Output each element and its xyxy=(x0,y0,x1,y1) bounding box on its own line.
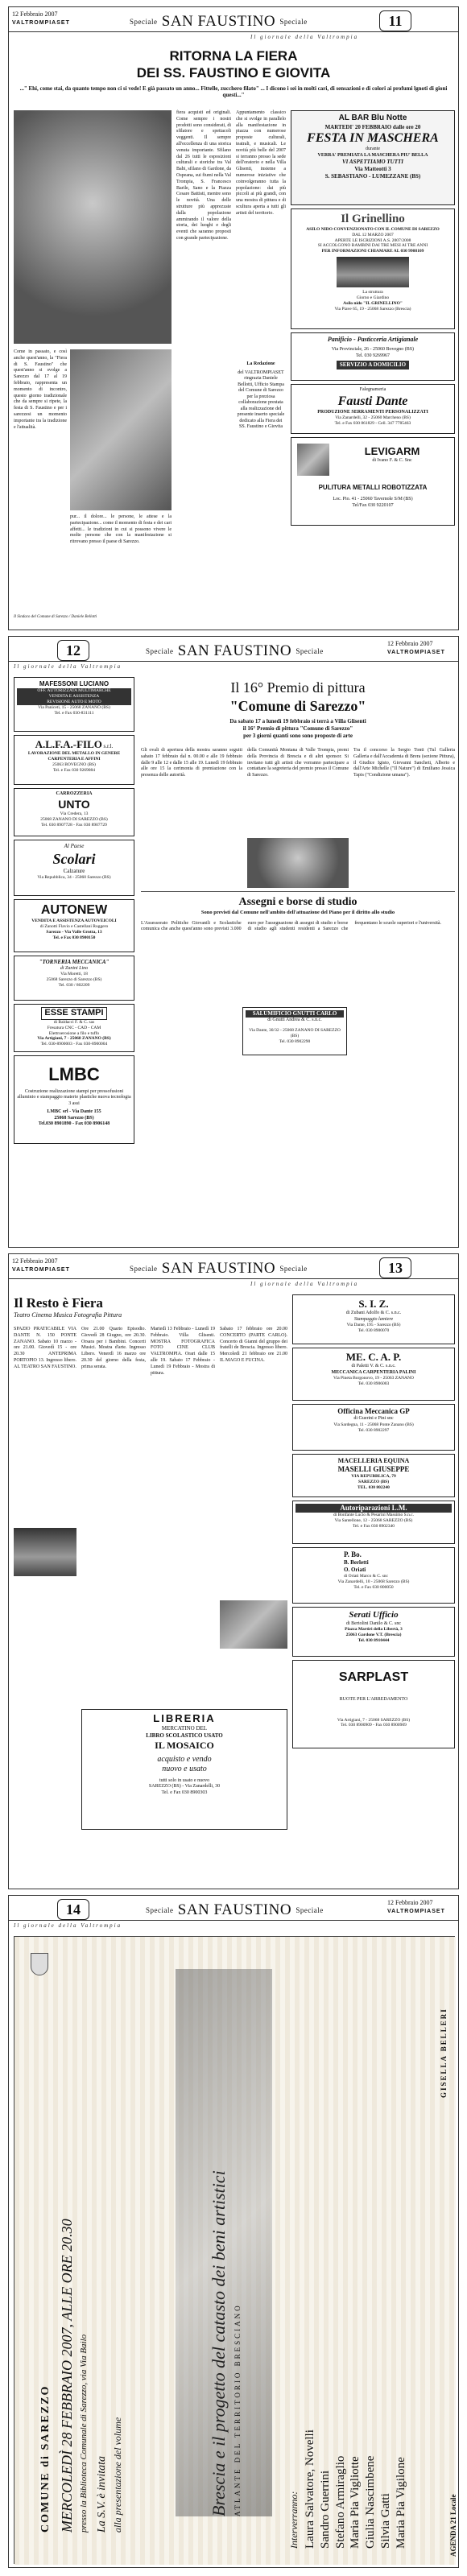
signature-rotated xyxy=(440,1937,456,2098)
ad-salumificio-l1: Via Dante, 30/32 - 25068 ZANANO DI SAREZZO (BS) xyxy=(249,1028,341,1039)
ad-alfa-l3: 25063 BOVEGNO (BS) xyxy=(52,762,96,767)
ad-libreria xyxy=(81,1709,287,1830)
ad-libreria-acq: acquisto e vendo xyxy=(157,1754,212,1764)
issue-date: 12 Febbraio 2007 xyxy=(12,1257,58,1265)
ad-scolari xyxy=(14,840,134,896)
premio-col-3: Tra il concorso la Sergio Tonti (Tul Galleria Galleria e dall'Accademia di Brera (sezione Pittura), il Giudice Igisto, Giovanni Sancheti, Alberto e dall'Arte Michelle ("Il Nature") di Emiliano Jessica Tapis ("Condizione umana"). xyxy=(353,748,455,778)
ad-unto xyxy=(14,788,134,836)
ad-alfa-srl: s.r.l. xyxy=(103,743,114,749)
ad-libreria-word: LIBRERIA xyxy=(153,1712,216,1724)
page-11 xyxy=(8,6,459,630)
ad-serati-addr: Piazza Martiri della Libertà, 3 xyxy=(345,1627,403,1633)
invitation-card xyxy=(14,1936,455,2564)
speakers-rotated xyxy=(288,1953,449,2549)
ad-unto-l3: Tel. 030 8907728 - Fax 030 8907729 xyxy=(41,822,107,828)
header-rule xyxy=(9,1920,458,1921)
ad-alfa-l2: CARPENTERIA E AFFINI xyxy=(48,757,101,762)
emblem-icon xyxy=(31,1953,48,1975)
resto-col-3: Martedì 13 Febbraio - Lunedì 19 Febbraio. Villa Glisenti. MOSTRA FOTOGRAFICA FOTO CINE CLUB VALTROMPIA. Orari dalle 15 alle 19. Sabato 17 Febbraio - Lunedì 19 Febbraio - Mostra di pittura. xyxy=(151,1327,215,1376)
premio-headline xyxy=(141,679,455,739)
ad-grinellino-photo xyxy=(337,257,409,287)
ad-grinellino-l6: La struttura xyxy=(362,290,383,295)
ad-libreria-addr: SAREZZO (BS) - Via Zanardelli, 30 xyxy=(148,1784,221,1790)
ad-fausti xyxy=(291,384,455,434)
invite-agenda: AGENDA 21 Locale xyxy=(449,2494,457,2557)
header-rule xyxy=(9,1278,458,1279)
header-rule xyxy=(9,661,458,662)
ad-torneria-l1: Via Moretti, 18 xyxy=(60,972,88,977)
speciale-label: Speciale xyxy=(146,1906,174,1915)
ad-mafessoni-l3: REVISIONE AUTO E MOTO xyxy=(17,700,131,705)
speciale-label-right: Speciale xyxy=(295,1906,324,1915)
ad-siz-name: S. I. Z. xyxy=(358,1298,389,1310)
tagline: Il giornale della Valtrompia xyxy=(14,663,122,670)
resto-col-4: Sabato 17 febbraio ore 20.00 CONCERTO (PARTE CARLO). Concerto di Gianni del gruppo dei fratelli de Brescia. Ingresso libero. Mercoledì 21 febbraio ore 21.00 IL MAGO E FUCINA. xyxy=(220,1327,287,1363)
ad-grinellino-l2: DAL 12 MARZO 2007 xyxy=(352,232,394,237)
ad-grinellino-l9: Via Piave 65, 19 - 25068 Sarezzo (Brescia) xyxy=(334,306,411,312)
ad-blunotte-via: Via Matteotti 3 xyxy=(354,166,391,172)
ad-panificio-tel: Tel. 030 9269967 xyxy=(355,353,391,358)
ad-lmbc-l1: LMBC srl - Via Dante 155 xyxy=(47,1109,101,1114)
headline-line-1: RITORNA LA FIERA xyxy=(169,48,298,64)
resto-col-2: Ore 21.00 Quarto Episodio. Giovedì 28 Giugno, ore 20.30. Orsara per i Bambini. Concerti Musici. Mostra d'arte. Ingresso Libero. Venerdì 16 marzo ore 20.30 del giorno della festa, prima serata. xyxy=(81,1327,146,1369)
invitation-title-rotated xyxy=(208,1969,272,2516)
ad-macelleria xyxy=(292,1454,455,1497)
premio-sub-1: Da sabato 17 a lunedì 19 febbraio si terrà a Villa Glisenti xyxy=(229,718,366,724)
page-12 xyxy=(8,636,459,1248)
speciale-label-right: Speciale xyxy=(295,647,324,656)
fiera-photo xyxy=(220,1600,287,1649)
ad-lmbc-l3: Tel.030 8901890 - Fax 030 8906148 xyxy=(38,1121,110,1126)
ad-torneria-l3: Tel. 030 / 802209 xyxy=(58,983,90,988)
speaker-6: Silvia Gatti xyxy=(378,2493,392,2549)
ad-alfa-l4: Tel. e Fax 030 9269084 xyxy=(52,767,95,773)
speciale-label: Speciale xyxy=(130,18,158,27)
brand-name: VALTROMPIASET xyxy=(12,1267,70,1273)
ad-grinellino-l1: ASILO NIDO CONVENZIONATO CON IL COMUNE DI SAREZZO xyxy=(306,226,440,232)
speciale-label-right: Speciale xyxy=(279,18,308,27)
invite-title: Brescia e il progetto del catasto dei beni artistici xyxy=(209,2170,229,2516)
invite-signature: GISELLA BELLERI xyxy=(440,2008,448,2098)
ad-salumificio-name: SALUMIFICIO GNUTTI CARLO xyxy=(246,1010,344,1018)
invitation-rotated xyxy=(39,1953,151,2533)
ad-esse-l4: Tel. 030-8900003 - Fax 030-8900004 xyxy=(40,1042,108,1047)
agenda-rotated xyxy=(449,2428,462,2557)
speaker-4: Maria Pia Vigliotte xyxy=(349,2456,362,2549)
ad-siz-addr: Via Dante, 195 - Sarezzo (BS) xyxy=(346,1323,401,1328)
ad-autonew-name: AUTONEW xyxy=(40,903,108,917)
ad-fausti-type: Falegnameria xyxy=(359,387,386,392)
ad-blunotte-premio: VERRA' PREMIATA LA MASCHERA PIU' BELLA xyxy=(317,152,428,158)
ad-blunotte xyxy=(291,110,455,205)
section-title-text: SAN FAUSTINO xyxy=(161,13,276,30)
ad-blunotte-invito: VI ASPETTIAMO TUTTI xyxy=(342,159,403,166)
ad-unto-l1: Via Credera, 13 xyxy=(60,811,89,816)
ad-pbo-p: P. Bo. xyxy=(344,1550,362,1558)
page-number: 11 xyxy=(379,10,411,31)
ad-autoripar-name: Autoriparazioni L.M. xyxy=(295,1504,452,1513)
premio-sub-3: per 3 giorni quanti sono sono proposte di arte xyxy=(243,732,353,739)
assegni-section xyxy=(141,891,455,1004)
speaker-7: Maria Pia Vigilone xyxy=(394,2457,407,2549)
speaker-5: Giulia Nascimbene xyxy=(364,2455,377,2549)
ad-lmbc xyxy=(14,1055,134,1144)
ad-grinellino-logo: Il Grinellino xyxy=(341,213,405,225)
invite-left: La S.V. è invitata xyxy=(95,2455,108,2533)
ad-libreria-nuovo: nuovo e usato xyxy=(162,1765,207,1774)
ad-grinellino-l3: APERTE LE ISCRIZIONI A.S. 2007/2008 xyxy=(334,237,411,243)
premio-col-2: della Comunità Montana di Valle Trompia, premi della Provincia di Brescia e di altri sponsor. Si invitano tutti gli artisti che vorranno partecipare a contattare la segreteria del premio presso il Comune di Sarezzo. xyxy=(247,748,349,778)
ad-blunotte-festa: FESTA IN MASCHERA xyxy=(307,131,439,146)
ad-serati xyxy=(292,1607,455,1657)
assegni-sub: Sono previsti dal Comune nell'ambito dell'attuazione del Piano per il diritto allo studio xyxy=(200,909,395,915)
brand-name: VALTROMPIASET xyxy=(387,1909,445,1914)
ad-sarplast xyxy=(292,1660,455,1748)
speaker-3: Stefano Armiraglio xyxy=(333,2455,347,2549)
speciale-label-right: Speciale xyxy=(279,1265,308,1274)
ad-panificio-service: SERVIZIO A DOMICILIO xyxy=(337,361,409,369)
ad-sarplast-name: SARPLAST xyxy=(338,1670,409,1684)
ad-macelleria-tel: TEL. 030 802240 xyxy=(357,1485,390,1490)
section-title xyxy=(130,1259,308,1278)
ad-esse-name: ESSE STAMPI xyxy=(41,1007,106,1020)
ad-macelleria-addr: VIA REPUBBLICA, 79 xyxy=(351,1474,396,1480)
ad-scolari-pre: Al Paese xyxy=(64,843,85,849)
ad-autonew xyxy=(14,899,134,952)
section-title-text: SAN FAUSTINO xyxy=(177,1901,292,1918)
assegni-title: Assegni e borse di studio xyxy=(238,896,357,908)
ad-mafessoni-name: MAFESSONI LUCIANO xyxy=(39,680,110,687)
ad-grinellino-l5: PER INFORMAZIONI CHIAMARE AL 030 9908109 xyxy=(321,249,424,254)
ad-torneria-name: "TORNERIA MECCANICA" xyxy=(39,959,110,965)
ad-blunotte-date: MARTEDI' 20 FEBBRAIO dalle ore 20 xyxy=(324,123,421,130)
ad-unto-type: CARROZZERIA xyxy=(56,791,93,796)
ad-fausti-name: Fausti Dante xyxy=(337,394,408,408)
page-14 xyxy=(8,1895,459,2568)
ad-panificio-addr: Via Provinciale, 26 - 25060 Bovegno (BS) xyxy=(331,347,415,352)
invite-where: presso la Biblioteca Comunale di Sarezzo, via Via Bailo xyxy=(79,2334,89,2533)
subheadline: ..." Ehi, come stai, da quanto tempo non ci si vede! E già passato un anno... Fittelle, zucchero filato" ... I dicono i sei in molti cari, di sensazioni e di colori ai profumi lgnoti di gioni questi..." xyxy=(19,85,448,99)
ad-scolari-name: Scolari xyxy=(52,850,96,867)
ad-levigarm-tel: Tel/Fax 030 9220107 xyxy=(352,502,394,508)
issue-date: 12 Febbraio 2007 xyxy=(12,10,58,18)
ad-autoripar-sub: di Bonfante Lucio & Pesarini Massimo S.n.c. xyxy=(333,1513,415,1518)
ad-officina-tel: Tel. 030 8902297 xyxy=(357,1427,390,1433)
theatre-photo xyxy=(14,1528,76,1576)
mayor-photo xyxy=(70,349,172,510)
ad-serati-tel: Tel. 030 8910444 xyxy=(357,1638,390,1643)
ad-officina-addr: Via Sardegna, 11 - 25068 Ponte Zanano (BS) xyxy=(333,1422,414,1427)
ad-esse-stampi xyxy=(14,1004,134,1052)
article-col-1: Come in passato, e così anche quest'anno, la "Fiera di S. Faustino" che quest'anno si svolge a Sarezzo dal 17 al 19 febbraio, rappresenta un momento di incontro, questo giorno tradizionale che da sempre si ripete, la festa di S. Faustino e per i sarezzesi un momento importante tra la tradizione e l'attualità. xyxy=(14,349,67,430)
interverranno-label: Interverranno: xyxy=(288,2491,300,2549)
ad-libreria-merc: MERCATINO DEL xyxy=(161,1725,208,1732)
ad-levigarm-logo xyxy=(297,444,329,476)
ad-serati-sub: di Bertolini Danilo & C. snc xyxy=(346,1620,401,1626)
ad-levigarm-sub: di Ivano F. & C. Snc xyxy=(372,458,412,464)
ad-grinellino-l7: Giorno e Giardino xyxy=(356,295,390,300)
ad-officina xyxy=(292,1404,455,1451)
ad-pbo-o: O. Oriati xyxy=(344,1567,366,1573)
ad-grinellino xyxy=(291,208,455,329)
ad-esse-sub: di Baldacci F. & C. sas xyxy=(53,1019,95,1025)
ad-serati-city: 25063 Gardone V.T. (Brescia) xyxy=(345,1633,402,1638)
premio-headline-2: "Comune di Sarezzo" xyxy=(229,697,366,714)
invite-comune: COMUNE di SAREZZO xyxy=(39,2384,52,2533)
ad-blunotte-name: AL BAR Blu Notte xyxy=(338,114,407,122)
assegni-text: L'Assessorato Politiche Giovanili e Scolastiche comunica che anche quest'anno sono previsti 3.000 euro per l'assegnazione di assegni di studio e borse di studio agli studenti residenti a Sarezzo che frequentano le scuole superiori e l'università. xyxy=(141,920,442,932)
ad-fausti-desc: PRODUZIONE SERRAMENTI PERSONALIZZATI xyxy=(317,409,428,415)
page-number: 13 xyxy=(379,1257,411,1278)
ad-officina-name: Officina Meccanica GP xyxy=(337,1407,410,1415)
resto-sub: Teatro Cinema Musica Fotografia Pittura xyxy=(14,1311,122,1319)
ad-mafessoni-l1: OFF. AUTORIZZATA MULTIMARCHE xyxy=(17,688,131,694)
ad-autonew-l1: VENDITA E ASSISTENZA AUTOVEICOLI xyxy=(31,919,117,923)
article-col-3: fiera acquisti ed originali. Come sempre i nostri prodotti sono considerati, di sfilatore e spettacoli veggenti. Il sempre all'eccellenza di una storica venuta importante. Sfilano dal 26 tutti le esposizioni culturali e storiche tra Val Babi, sfilano di Gardone, da Ospeana, sui fiumi nella Val Trompia, S. Francesco Barile, Sano e la Piazza Cesare Battisti, mentre sono le novità. Una delle strutture più apprezzate dalla popolazione ammirando il valore della storia, dei luoghi e degli eventi che saranno proposti con grande partecipazione. xyxy=(176,110,231,241)
ad-macelleria-name: MASELLI GIUSEPPE xyxy=(337,1465,410,1473)
ad-pbo-addr: Via Zanardelli, 10 - 25068 Sarezzo (BS) xyxy=(337,1579,410,1584)
ad-panificio-name: Panificio - Pasticceria Artigianale xyxy=(327,336,419,343)
section-title xyxy=(130,12,308,31)
ad-levigarm-name: LEVIGARM xyxy=(364,445,420,457)
painting-image xyxy=(247,838,349,888)
ad-sarplast-addr: Via Artigiani, 7 - 25068 SAREZZO (BS) xyxy=(337,1717,411,1723)
section-title xyxy=(146,642,324,661)
ad-mecap xyxy=(292,1348,455,1401)
speciale-label: Speciale xyxy=(146,647,174,656)
ad-pbo-b: B. Berletti xyxy=(344,1559,369,1567)
ad-macelleria-city: SAREZZO (BS) xyxy=(357,1480,390,1485)
ad-esse-l1: Fresatura CNC - CAD - CAM xyxy=(47,1025,101,1030)
section-title-text: SAN FAUSTINO xyxy=(177,642,292,659)
ad-siz-type: Stampaggio lamiere xyxy=(353,1316,394,1322)
ad-libreria-tel: Tel. e Fax 030 8900303 xyxy=(161,1790,208,1795)
redazione-label: La Redazione xyxy=(246,361,275,366)
speciale-label: Speciale xyxy=(130,1265,158,1274)
ad-esse-l2: Elettroerosione a filo e tuffo xyxy=(48,1030,100,1036)
premio-col-1: Gli ovali di apertura della mostra saranno seguiti sabato 17 febbraio dal n. 00.00 e alle 19 febbraio dalle 9 alle 12 e dalle 15 alle 19. Lunedì 19 febbraio alle ore 15 la cerimonia di premiazione con la presenza delle autorità. xyxy=(141,748,242,778)
ad-mecap-addr: Via Pineta Borgonovo, 19 - 25063 ZANANO xyxy=(333,1376,414,1381)
ad-unto-l2: 25068 ZANANO DI SAREZZO (BS) xyxy=(40,816,108,822)
speaker-1: Laura Salvatore, Novelli xyxy=(304,2429,316,2549)
ad-levigarm-desc: PULITURA METALLI ROBOTIZZATA xyxy=(318,484,428,491)
sculpture-photo xyxy=(14,110,172,344)
ad-pbo-sub: di Oriati Marco & C. snc xyxy=(344,1573,388,1579)
ad-pbo xyxy=(292,1547,455,1604)
ad-salumificio-sub: di Gnutti Andrea & C. s.n.c. xyxy=(267,1017,322,1022)
ad-mecap-type: MECCANICA CARPENTERIA PALINI xyxy=(331,1369,416,1375)
speaker-2: Sandro Guerrini xyxy=(318,2470,332,2549)
ad-levigarm xyxy=(291,437,455,526)
ad-libreria-tutti: tutti solo in usato e nuovo xyxy=(159,1777,210,1783)
ad-pbo-tel: Tel. e Fax 030 800050 xyxy=(353,1584,394,1590)
ad-libreria-name: IL MOSAICO xyxy=(155,1739,214,1751)
ad-salumificio xyxy=(242,1007,347,1055)
ad-autonew-l4: Tel. e Fax 030 8900150 xyxy=(52,935,96,940)
page-13 xyxy=(8,1253,459,1889)
article-col-2: pur... il dolore... le persone, le attese e la partecipazione... come il momento di festa e dei cari affetti... le tradizioni in cui si possono vivere le molte persone che con la manifestazione si ritrovano presso il paese di Sarezzo. xyxy=(70,514,172,545)
brand-name: VALTROMPIASET xyxy=(387,650,445,655)
ad-torneria-l2: 25068 Sarezzo di Sarezzo (BS) xyxy=(46,977,102,983)
ad-sarplast-desc: RUOTE PER L'ARREDAMENTO xyxy=(339,1697,408,1702)
ad-autoripar-addr: Via Santellone, 12 - 25068 SAREZZO (BS) xyxy=(334,1518,413,1524)
resto-headline: Il Resto è Fiera xyxy=(14,1295,103,1311)
ad-scolari-addr: Via Repubblica, 34 - 25060 Sarezzo (BS) xyxy=(37,875,111,880)
ad-torneria xyxy=(14,956,134,1001)
ad-blunotte-city: S. SEBASTIANO - LUMEZZANE (BS) xyxy=(324,172,421,180)
resto-title xyxy=(14,1294,287,1319)
brand-name: VALTROMPIASET xyxy=(12,20,70,26)
page-number: 12 xyxy=(57,640,89,661)
page-header xyxy=(9,1254,458,1291)
tagline: Il giornale della Valtrompia xyxy=(250,34,359,40)
ad-scolari-type: Calzature xyxy=(63,868,85,875)
issue-date: 12 Febbraio 2007 xyxy=(387,1899,433,1906)
ad-siz xyxy=(292,1294,455,1344)
page-header xyxy=(9,7,458,44)
tagline: Il giornale della Valtrompia xyxy=(250,1281,359,1287)
issue-date: 12 Febbraio 2007 xyxy=(387,640,433,647)
ad-torneria-sub: di Zanini Lino xyxy=(60,965,89,971)
ad-grinellino-l4: SI ACCOLGONO BAMBINI DAI TRE MESI AI TRE ANNI xyxy=(317,243,428,249)
ad-macelleria-type: MACELLERIA EQUINA xyxy=(337,1457,410,1464)
invite-pres: alla presentazione del volume xyxy=(112,2417,124,2533)
ad-siz-tel: Tel. 030 8900070 xyxy=(357,1328,390,1334)
tagline: Il giornale della Valtrompia xyxy=(14,1922,122,1929)
ad-unto-name: UNTO xyxy=(58,797,90,811)
ad-mafessoni-l5: Tel. e Fax 030-831111 xyxy=(54,710,94,716)
premio-sub-2: il 16° Premio di pittura "Comune di Sarezzo" xyxy=(242,724,353,732)
page-header xyxy=(9,637,458,674)
page-number: 14 xyxy=(57,1899,89,1920)
ad-alfa-name: A.L.F.A.-FILO xyxy=(35,738,102,750)
ad-alfa xyxy=(14,735,134,785)
ad-siz-sub: di Zubani Adolfo & C. s.n.c. xyxy=(345,1311,402,1316)
ad-lmbc-l2: 25068 Sarezzo (BS) xyxy=(54,1115,94,1121)
ad-alfa-l1: LAVORAZIONE DEL METALLO IN GENERE xyxy=(27,751,121,757)
redazione-box xyxy=(236,361,286,506)
header-rule xyxy=(9,31,458,32)
ad-fausti-tel: Tel. e Fax 030 861829 - Cell. 347 7785463 xyxy=(334,420,411,426)
ad-esse-l3: Via Artigiani, 7 - 25068 ZANANO (BS) xyxy=(37,1036,111,1042)
ad-serati-name: Serati Ufficio xyxy=(349,1610,399,1620)
ad-lmbc-desc: Costruzione realizzazione stampi per pressofusioni alluminio e stampaggio materie plastiche nuova tecnologia 3 assi xyxy=(17,1088,131,1106)
premio-headline-1: Il 16° Premio di pittura xyxy=(230,679,366,696)
ad-mafessoni xyxy=(14,677,134,732)
article-col-4: Appuntamento classico che si svolge in parallelo alla manifestazione in piazza con numerose proposte culturali, teatrali, e musicali. Le novità più belle del 2007 si terranno presso la sede dell'oratorio e nella Villa Glisenti, insieme a numerose iniziative che coinvolgeranno tutta la popolazione: dai più piccoli ai più grandi, con una mostra di pittura e di scultura aperta a tutti gli artisti del territorio. xyxy=(236,110,286,216)
ad-autoriparazioni xyxy=(292,1501,455,1544)
resto-col-1: SPAZIO PRATICABILE VIA DANTE N. 150 PONTE ZANANO. Sabato 10 marzo - ore 21.00. Giovedì 15 - ore 20.30 ANTEPRIMA PORTOPIO 13. Ingresso libero. AL TEATRO SAN FAUSTINO. xyxy=(14,1327,76,1369)
ad-autonew-l3: Sarezzo - Via Valle Grotta, 13 xyxy=(46,929,102,935)
ad-lmbc-name: LMBC xyxy=(48,1064,100,1084)
ad-mecap-name: ME. C. A. P. xyxy=(345,1351,402,1363)
ad-levigarm-addr: Loc. Pio. 41 - 25060 Tavernole S/M (BS) xyxy=(333,497,413,502)
section-title xyxy=(146,1901,324,1920)
ad-fausti-addr: Via Zanardelli, 32 - 25060 Marcheno (BS) xyxy=(335,415,411,420)
section-title-text: SAN FAUSTINO xyxy=(161,1260,276,1277)
invite-atlas: ATLANTE DEL TERRITORIO BRESCIANO xyxy=(233,2303,242,2516)
page-header xyxy=(9,1896,458,1933)
ad-mafessoni-l4: Via Paniceti, 15 - 25068 ZANANO (BS) xyxy=(38,704,110,710)
ad-grinellino-l8: Asilo nido "IL GRINELLINO" xyxy=(343,300,403,306)
ad-mecap-tel: Tel. 030 8906003 xyxy=(357,1381,390,1387)
ad-officina-sub: di Guerini e Pini snc xyxy=(353,1416,394,1422)
ad-panificio xyxy=(291,332,455,381)
ad-sarplast-tel: Tel. 030 8900909 - Fax 030 8900909 xyxy=(341,1723,407,1728)
ad-blunotte-durante: durante xyxy=(366,147,380,152)
ad-mafessoni-l2: VENDITA E ASSISTENZA xyxy=(17,694,131,700)
invite-when: MERCOLEDÌ 28 FEBBRAIO 2007, ALLE ORE 20.30 xyxy=(58,2219,75,2533)
ad-autoripar-tel: Tel. e Fax 030 8902340 xyxy=(352,1524,395,1529)
ad-salumificio-l2: Tel. 030 8902290 xyxy=(279,1039,311,1044)
ad-mecap-sub: di Paletti V. & C. s.n.c. xyxy=(351,1364,396,1369)
main-headline xyxy=(9,47,458,82)
headline-line-2: DEI SS. FAUSTINO E GIOVITA xyxy=(136,65,331,81)
ad-autonew-l2: di Zanotti Flavio e Castellani Ruggero xyxy=(39,923,109,929)
photo-caption: Il Sindaco del Comune di Sarezzo / Daniele Bellotti xyxy=(14,615,97,619)
ad-libreria-libro: LIBRO SCOLASTICO USATO xyxy=(146,1732,223,1739)
redazione-text: del VALTROMPIASET ringrazia Daniele Bellotti, Ufficio Stampa del Comune di Sarezzo per la preziosa collaborazione prestata alla realizzazione del presente inserto speciale dedicato alla Fiera dei SS. Faustino e Giovita xyxy=(237,369,285,429)
